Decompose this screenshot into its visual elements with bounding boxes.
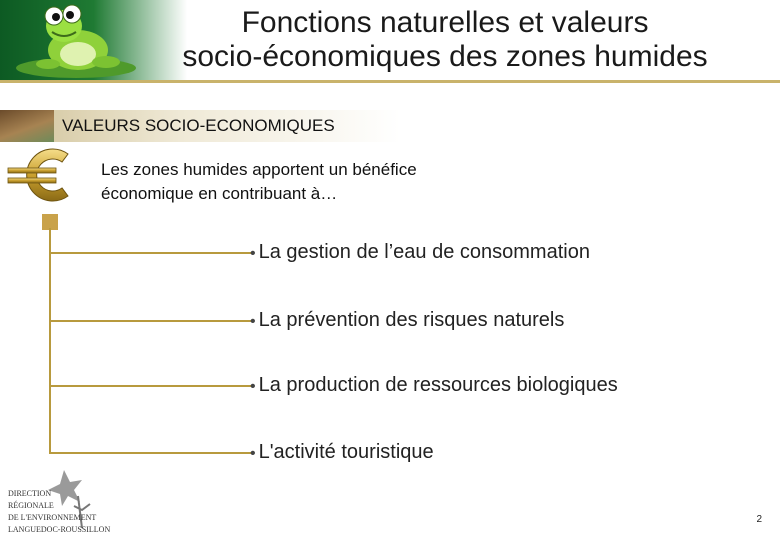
tree-branch-3 [49, 385, 251, 387]
bullet-icon: • [250, 313, 256, 330]
intro-text [101, 158, 417, 206]
page-title [130, 6, 760, 74]
tree-branch-1 [49, 252, 251, 254]
title-header [0, 0, 780, 80]
tree-branch-2 [49, 320, 251, 322]
title-line-2: socio-économiques des zones humides [182, 40, 708, 73]
logo-line: DE L'ENVIRONNEMENT [8, 513, 97, 522]
page-number: 2 [756, 514, 762, 525]
bullet-icon: • [250, 245, 256, 262]
frog-icon [6, 0, 136, 80]
logo-line: RÉGIONALE [8, 501, 54, 510]
item-label: La production de ressources biologiques [258, 374, 618, 396]
list-item [250, 441, 434, 464]
logo-text [8, 488, 110, 536]
bullet-icon: • [250, 445, 256, 462]
item-label: La gestion de l’eau de consommation [258, 241, 590, 263]
item-label: La prévention des risques naturels [258, 309, 565, 331]
item-label: L'activité touristique [258, 441, 434, 463]
landscape-photo [0, 110, 54, 142]
list-item [250, 241, 590, 264]
list-item [250, 374, 618, 397]
logo-line: DIRECTION [8, 489, 52, 498]
logo-line: LANGUEDOC-ROUSSILLON [8, 525, 111, 534]
section-title: VALEURS SOCIO-ECONOMIQUES [62, 116, 335, 135]
title-line-1: Fonctions naturelles et valeurs [241, 6, 649, 39]
euro-icon [4, 144, 86, 206]
intro-line-1: Les zones humides apportent un bénéfice [101, 160, 417, 179]
tree-trunk-line [49, 228, 51, 453]
list-item [250, 309, 564, 332]
tree-branch-4 [49, 452, 251, 454]
bullet-icon: • [250, 378, 256, 395]
intro-line-2: économique en contribuant à… [101, 184, 338, 203]
header-divider [0, 80, 780, 83]
